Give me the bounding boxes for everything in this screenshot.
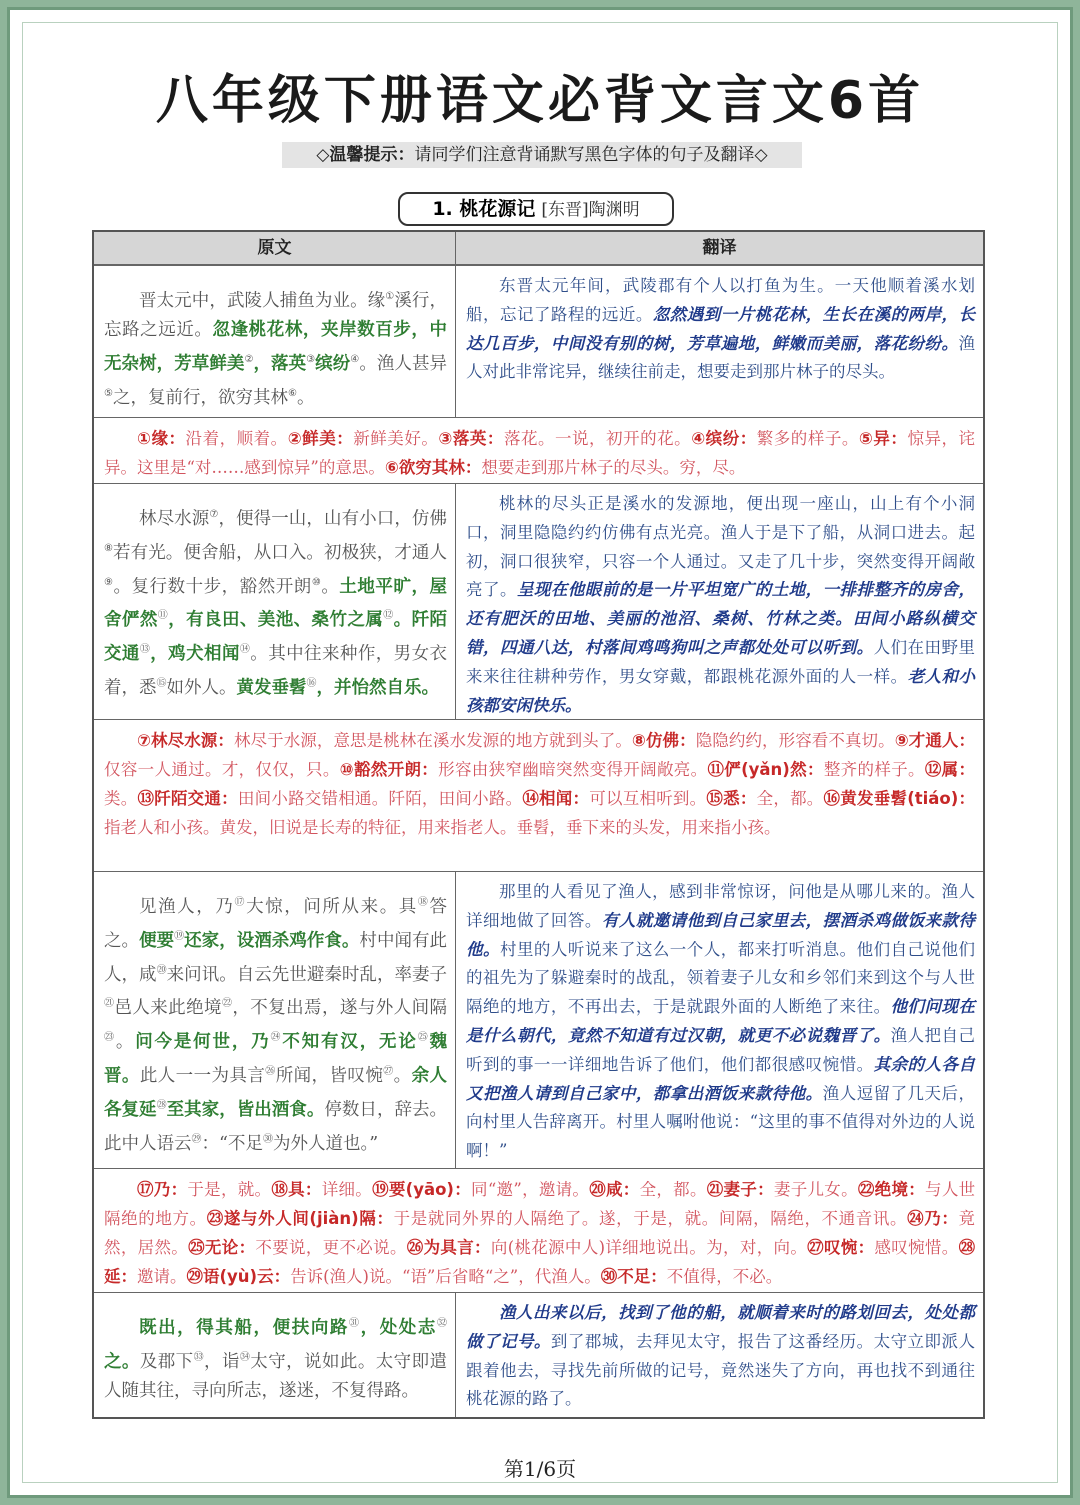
translation-text: 渔人把自己听到的事一一详细地告诉了他们，他们都很感叹惋惜。	[466, 1025, 976, 1074]
original-text: 。	[393, 1065, 412, 1086]
recite-highlight: 土地平旷，屋舍俨然	[104, 576, 448, 631]
original-text: 。其中往来种作，男女衣着，悉	[104, 644, 448, 698]
footnote-marker: ⑫	[383, 610, 394, 622]
recite-highlight: 魏晋。	[104, 1032, 448, 1086]
original-text: 。复行数十步，豁然开朗	[113, 576, 312, 597]
note-text: 繁多的样子。	[756, 429, 859, 448]
original-text: 。	[296, 387, 315, 408]
note-term: ②鲜美：	[287, 429, 354, 448]
translation-text: 那里的人看见了渔人，感到非常惊讶，问他是从哪儿来的。渔人详细地做了回答。	[466, 882, 975, 930]
note-text: 邀请。	[137, 1267, 187, 1286]
poem-author: [东晋]陶渊明	[541, 200, 640, 220]
notes-row	[94, 1169, 983, 1293]
footnote-marker: ㉝	[193, 1351, 205, 1363]
translation-highlight: 老人和小孩都安闲快乐。	[466, 666, 976, 715]
note-text: 想要走到那片林子的尽头。穷，尽。	[481, 458, 746, 477]
footnote-marker: ④	[350, 353, 360, 365]
note-term: ㉓遂与外人间(jiàn)隔：	[206, 1209, 394, 1228]
header-original: 原文	[94, 232, 456, 264]
original-text: 答之。	[104, 896, 447, 951]
footnote-marker: ㉜	[437, 1318, 447, 1329]
header-translation: 翻译	[702, 238, 737, 258]
note-text: 感叹惋惜。	[874, 1238, 959, 1257]
note-term: ⑨才通人：	[894, 731, 975, 750]
note-term: ⑫属：	[924, 760, 976, 779]
note-text: 同“邀”，邀请。	[471, 1180, 590, 1199]
note-text: 告诉(渔人)说。“语”后省略“之”，代渔人。	[290, 1267, 601, 1286]
translation-highlight: 有人就邀请他到自己家里去，摆酒杀鸡做饭来款待他。	[466, 910, 976, 959]
footnote-marker: ㉘	[156, 1099, 167, 1111]
note-term: ⑭相闻：	[522, 789, 590, 808]
footnote-marker: ㉕	[417, 1032, 430, 1044]
text-row	[94, 1293, 983, 1417]
original-text: 林尽水源	[139, 508, 210, 529]
original-text: 晋太元中，武陵人捕鱼为业。缘	[139, 290, 386, 311]
translation-text: 渔人对此非常诧异，继续往前走，想要走到那片林子的尽头。	[466, 333, 975, 382]
original-text: 邑人来此绝境	[114, 998, 222, 1019]
recite-highlight: ，并怡然自乐。	[316, 677, 439, 698]
recite-highlight: 既出，得其船，便扶向路	[139, 1317, 350, 1338]
note-text: 于是就同外界的人隔绝了。遂，于是，就。间隔，隔绝，不通音讯。	[393, 1209, 908, 1228]
note-term: ⑪俨(yǎn)然：	[707, 760, 824, 779]
note-text: 指老人和小孩。黄发，旧说是长寿的特征，用来指老人。垂髫，垂下来的头发，用来指小孩。	[104, 818, 781, 837]
original-text: 及郡下	[139, 1351, 194, 1372]
footnote-marker: ⑥	[287, 387, 297, 399]
translation-highlight: 渔人出来以后，找到了他的船，就顺着来时的路划回去，处处都做了记号。	[466, 1303, 975, 1351]
translation-cell	[456, 484, 983, 719]
annotation-notes	[94, 418, 983, 483]
translation-text: 桃林的尽头正是溪水的发源地，便出现一座山，山上有个小洞口，洞里隐隐约约仿佛有点光亮。渔人于是下了船，从洞口进去。起初，洞口很狭窄，只容一个人通过。又走了几十步，突然变得开阔敞亮了。	[466, 494, 975, 600]
original-text: 。	[321, 576, 340, 597]
note-term: ⑦林尽水源：	[137, 731, 234, 750]
footnote-marker: ㉓	[104, 1032, 116, 1044]
footnote-marker: ㉛	[349, 1318, 361, 1329]
note-term: ⑲要(yāo)：	[372, 1180, 472, 1199]
translation-highlight: 他们问现在是什么朝代，竟然不知道有过汉朝，就更不必说魏晋了。	[466, 997, 976, 1045]
recite-highlight: 至其家，皆出酒食。	[166, 1099, 325, 1120]
note-term: ⑰乃：	[137, 1180, 188, 1199]
note-term: ⑬阡陌交通：	[137, 789, 238, 808]
note-term: ㉖为具言：	[406, 1238, 491, 1257]
note-term: ⑧仿佛：	[631, 731, 696, 750]
reminder-label: ◇温馨提示：	[316, 145, 415, 165]
footnote-marker: ⑬	[139, 644, 151, 656]
recite-highlight: 不知有汉，无论	[282, 1032, 418, 1053]
note-text: 向(桃花源中人)详细地说出。为，对，向。	[490, 1238, 808, 1257]
note-term: ⑤异：	[858, 429, 908, 448]
footnote-marker: ⑳	[156, 964, 167, 976]
note-term: ④缤纷：	[691, 429, 757, 448]
original-text: 大惊，问所从来。具	[246, 896, 418, 917]
translation-text: 到了郡城，去拜见太守，报告了这番经历。太守立即派人跟着他去，寻找先前所做的记号，竟然迷失了方向，再也找不到通往桃花源的路了。	[466, 1331, 976, 1409]
footnote-marker: ⑯	[306, 678, 317, 690]
original-text: ，便得一山，山有小口，仿佛	[218, 508, 448, 529]
footnote-marker: ㉞	[239, 1351, 251, 1363]
translation-highlight: 其余的人各自又把渔人请到自己家中，都拿出酒饭来款待他。	[466, 1054, 976, 1103]
note-term: ㉙语(yù)云：	[186, 1267, 291, 1286]
footnote-marker: ⑪	[157, 610, 169, 622]
original-text: 如外人。	[166, 677, 237, 698]
footnote-marker: ⑭	[239, 644, 251, 656]
note-term: ⑳咸：	[589, 1180, 640, 1199]
footnote-marker: ㉑	[104, 998, 115, 1010]
note-text: 不值得，不必。	[666, 1267, 783, 1286]
footnote-marker: ㉗	[383, 1066, 394, 1078]
page-title: 八年级下册语文必背文言文6首	[155, 71, 925, 131]
footnote-marker: ③	[306, 353, 316, 365]
original-text: 见渔人，乃	[139, 896, 235, 917]
page-number: 第1/6页	[503, 1457, 577, 1481]
poem-title: 1. 桃花源记	[432, 198, 536, 220]
note-term: ㉚不足：	[600, 1267, 667, 1286]
annotation-notes	[94, 1169, 983, 1292]
note-term: ㉗叹惋：	[807, 1238, 875, 1257]
text-translation-table	[92, 230, 985, 1419]
recite-highlight: 之。	[104, 1351, 140, 1372]
original-text: 为外人道也。”	[272, 1133, 379, 1154]
original-text: ，诣	[204, 1351, 240, 1372]
footnote-marker: ㉙	[191, 1133, 202, 1145]
note-text: 类。	[104, 789, 138, 808]
note-text: 整齐的样子。	[823, 760, 925, 779]
note-term: ㉒绝境：	[857, 1180, 926, 1199]
reminder-banner	[282, 142, 802, 168]
translation-cell	[456, 1293, 983, 1417]
recite-highlight: ，有良田、美池、桑竹之属	[168, 610, 384, 631]
note-text: 全，都。	[756, 789, 824, 808]
translation-highlight: 呈现在他眼前的是一片平坦宽广的土地，一排排整齐的房舍，还有肥沃的田地、美丽的池沼、桑树、竹林之类。田间小路纵横交错，四通八达，村落间鸡鸣狗叫之声都处处可以听到。	[466, 580, 976, 657]
original-text: 太守，说如此。太守即遣人随其往，寻向所志，遂迷，不复得路。	[104, 1351, 448, 1401]
note-text: 林尽于水源，意思是桃林在溪水发源的地方就到头了。	[233, 731, 632, 750]
note-text: 田间小路交错相通。阡陌，田间小路。	[237, 789, 523, 808]
recite-highlight: 问今是何世，乃	[135, 1032, 271, 1053]
original-text-cell	[94, 872, 456, 1168]
footnote-marker: ⑰	[234, 897, 247, 908]
recite-highlight: ，落英	[253, 353, 307, 374]
note-text: 竟然，居然。	[104, 1209, 976, 1257]
recite-highlight: 黄发垂髫	[236, 677, 307, 698]
translation-cell	[456, 266, 983, 417]
translation-text: 村里的人听说来了这么一个人，都来打听消息。他们自己说他们的祖先为了躲避秦时的战乱，领着妻子儿女和乡邻们来到这个与人世隔绝的地方，不再出去，于是就跟外面的人断绝了来往。	[466, 939, 976, 1017]
note-text: 仅容一人通过。才，仅仅，只。	[104, 760, 340, 779]
text-row	[94, 872, 983, 1169]
footnote-marker: ㉖	[265, 1066, 276, 1078]
note-term: ㉑妻子：	[706, 1180, 774, 1199]
annotation-notes	[94, 720, 983, 871]
note-text: 于是，就。	[187, 1180, 272, 1199]
original-text: 溪行，忘路之远近。	[104, 290, 448, 340]
note-text: 妻子儿女。	[773, 1180, 858, 1199]
note-term: ①缘：	[137, 429, 186, 448]
section-title	[398, 192, 674, 226]
note-term: ⑥欲穷其林：	[384, 458, 482, 477]
reminder-text: 请同学们注意背诵默写黑色字体的句子及翻译◇	[414, 145, 768, 165]
translation-highlight: 忽然遇到一片桃花林，生长在溪的两岸，长达几百步，中间没有别的树，芳草遍地，鲜嫩而美丽，落花纷纷。	[466, 304, 976, 353]
recite-highlight: ，鸡犬相闻	[150, 644, 240, 665]
note-term: ⑮悉：	[706, 789, 757, 808]
translation-cell	[456, 872, 983, 1168]
footnote-marker: ㉒	[221, 998, 233, 1010]
footnote-marker: ㉔	[270, 1032, 283, 1044]
original-text: 。渔人甚异	[359, 353, 448, 374]
note-term: ③落英：	[438, 429, 504, 448]
original-text: 之，复前行，欲穷其林	[112, 387, 288, 408]
translation-text: 人们在田野里来来往往耕种劳作，男女穿戴，都跟桃花源外面的人一样。	[466, 637, 976, 686]
recite-highlight: 还家，设酒杀鸡作食。	[184, 930, 360, 951]
notes-row	[94, 418, 983, 484]
recite-highlight: 缤纷	[315, 353, 351, 374]
footnote-marker: ①	[385, 291, 395, 302]
footnote-marker: ㉚	[262, 1133, 273, 1145]
text-row	[94, 266, 983, 418]
note-text: 可以互相听到。	[589, 789, 707, 808]
note-text: 沿着，顺着。	[185, 429, 288, 448]
original-text: ：“不足	[201, 1133, 263, 1154]
original-text: 所闻，皆叹惋	[275, 1065, 384, 1086]
notes-row	[94, 720, 983, 872]
footnote-marker: ⑮	[156, 678, 167, 690]
translation-text: 东晋太元年间，武陵郡有个人以打鱼为生。一天他顺着溪水划船，忘记了路程的远近。	[466, 276, 975, 324]
footnote-marker: ⑧	[104, 542, 114, 554]
original-text-cell	[94, 266, 456, 417]
original-text: 此人一一为具言	[139, 1065, 266, 1086]
recite-highlight: 忽逢桃花林，夹岸数百步，中无杂树，芳草鲜美	[104, 319, 447, 374]
text-row	[94, 484, 983, 720]
recite-highlight: 便要	[139, 930, 175, 951]
note-term: ㉔乃：	[907, 1209, 959, 1228]
note-text: 详细。	[321, 1180, 373, 1199]
footnote-marker: ⑲	[174, 930, 185, 942]
note-text: 与人世隔绝的地方。	[104, 1180, 976, 1228]
translation-text: 渔人逗留了几天后，向村里人告辞离开。村里人嘱咐他说：“这里的事不值得对外边的人说啊！”	[466, 1083, 976, 1161]
note-text: 落花。一说，初开的花。	[503, 429, 692, 448]
original-text: 停数日，辞去。此中人语云	[104, 1099, 448, 1154]
note-text: 不要说，更不必说。	[255, 1238, 407, 1257]
original-text: 村中闻有此人，咸	[104, 930, 448, 985]
note-text: 全，都。	[639, 1180, 707, 1199]
footnote-marker: ⑤	[104, 387, 113, 399]
original-text: 。	[115, 1032, 136, 1053]
table-body	[94, 266, 983, 1417]
recite-highlight: 余人各复延	[104, 1065, 448, 1120]
note-term: ㉘延：	[104, 1238, 976, 1286]
footnote-marker: ②	[244, 353, 254, 365]
note-term: ⑯黄发垂髫(tiáo)：	[823, 789, 976, 808]
table-header	[94, 232, 983, 266]
footnote-marker: ⑱	[417, 897, 430, 908]
note-term: ⑩豁然开朗：	[339, 760, 439, 779]
original-text-cell	[94, 484, 456, 719]
note-term: ⑱具：	[271, 1180, 322, 1199]
note-text: 隐隐约约，形容看不真切。	[695, 731, 895, 750]
original-text: ，不复出焉，遂与外人间隔	[232, 998, 448, 1019]
footnote-marker: ⑦	[209, 509, 219, 520]
footnote-marker: ⑩	[311, 576, 322, 588]
recite-highlight: ，处处志	[360, 1317, 437, 1338]
original-text: 若有光。便舍船，从口入。初极狭，才通人	[113, 542, 447, 563]
original-text-cell	[94, 1293, 456, 1417]
recite-highlight: 。阡陌交通	[104, 610, 448, 665]
note-text: 形容由狭窄幽暗突然变得开阔敞亮。	[438, 760, 708, 779]
note-text: 新鲜美好。	[353, 429, 439, 448]
note-text: 惊异，诧异。这里是“对……感到惊异”的意思。	[104, 429, 976, 477]
footnote-marker: ⑨	[104, 576, 114, 588]
original-text: 来问讯。自云先世避秦时乱，率妻子	[166, 964, 448, 985]
note-term: ㉕无论：	[188, 1238, 256, 1257]
